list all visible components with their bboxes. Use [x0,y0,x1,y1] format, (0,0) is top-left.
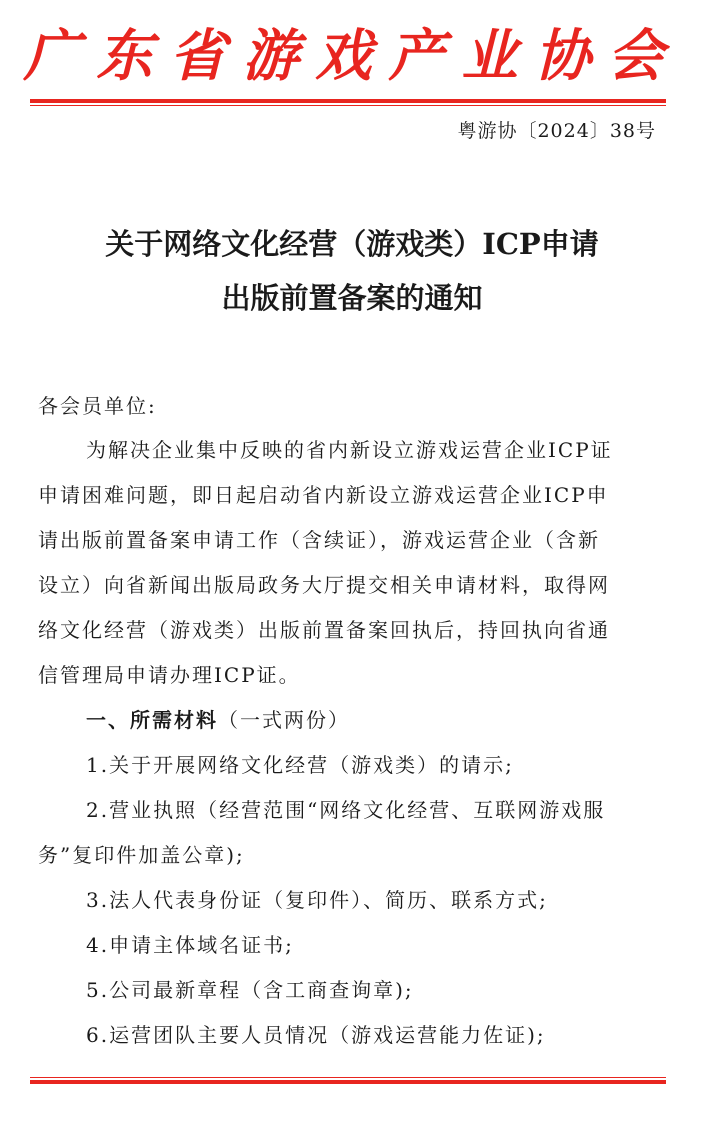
document-title-line-1: 关于网络文化经营（游戏类）ICP申请 [105,227,599,261]
section-heading-required-materials [86,706,350,734]
list-item: 6.运营团队主要人员情况（游戏运营能力佐证); [86,1023,546,1047]
body-paragraph-line: 络文化经营（游戏类）出版前置备案回执后，持回执向省通 [38,618,610,642]
list-item: 1.关于开展网络文化经营（游戏类）的请示; [86,753,514,777]
header-divider-thick [30,99,666,103]
body-paragraph-line: 信管理局申请办理ICP证。 [38,663,301,687]
document-title-line-2: 出版前置备案的通知 [221,281,483,315]
list-item: 5.公司最新章程（含工商查询章); [86,978,414,1002]
salutation: 各会员单位: [38,394,157,418]
footer-divider-thin [30,1077,666,1078]
list-item: 4.申请主体域名证书; [86,933,294,957]
organization-name: 广东省游戏产业协会 [23,24,681,89]
list-item: 2.营业执照（经营范围“网络文化经营、互联网游戏服 [86,798,606,822]
list-item-continuation: 务”复印件加盖公章); [38,843,245,867]
body-paragraph-line: 申请困难问题，即日起启动省内新设立游戏运营企业ICP申 [38,483,609,507]
header-divider-thin [30,105,666,106]
body-paragraph-line: 设立）向省新闻出版局政务大厅提交相关申请材料，取得网 [38,573,610,597]
footer-divider-thick [30,1080,666,1084]
list-item: 3.法人代表身份证（复印件）、简历、联系方式; [86,888,548,912]
section-heading-text: 一、所需材料 [86,708,218,732]
body-paragraph-line: 请出版前置备案申请工作（含续证），游戏运营企业（含新 [38,528,600,552]
body-paragraph-line: 为解决企业集中反映的省内新设立游戏运营企业ICP证 [86,438,613,462]
document-number: 粤游协〔2024〕38号 [457,120,656,142]
section-heading-note: （一式两份） [218,708,350,732]
